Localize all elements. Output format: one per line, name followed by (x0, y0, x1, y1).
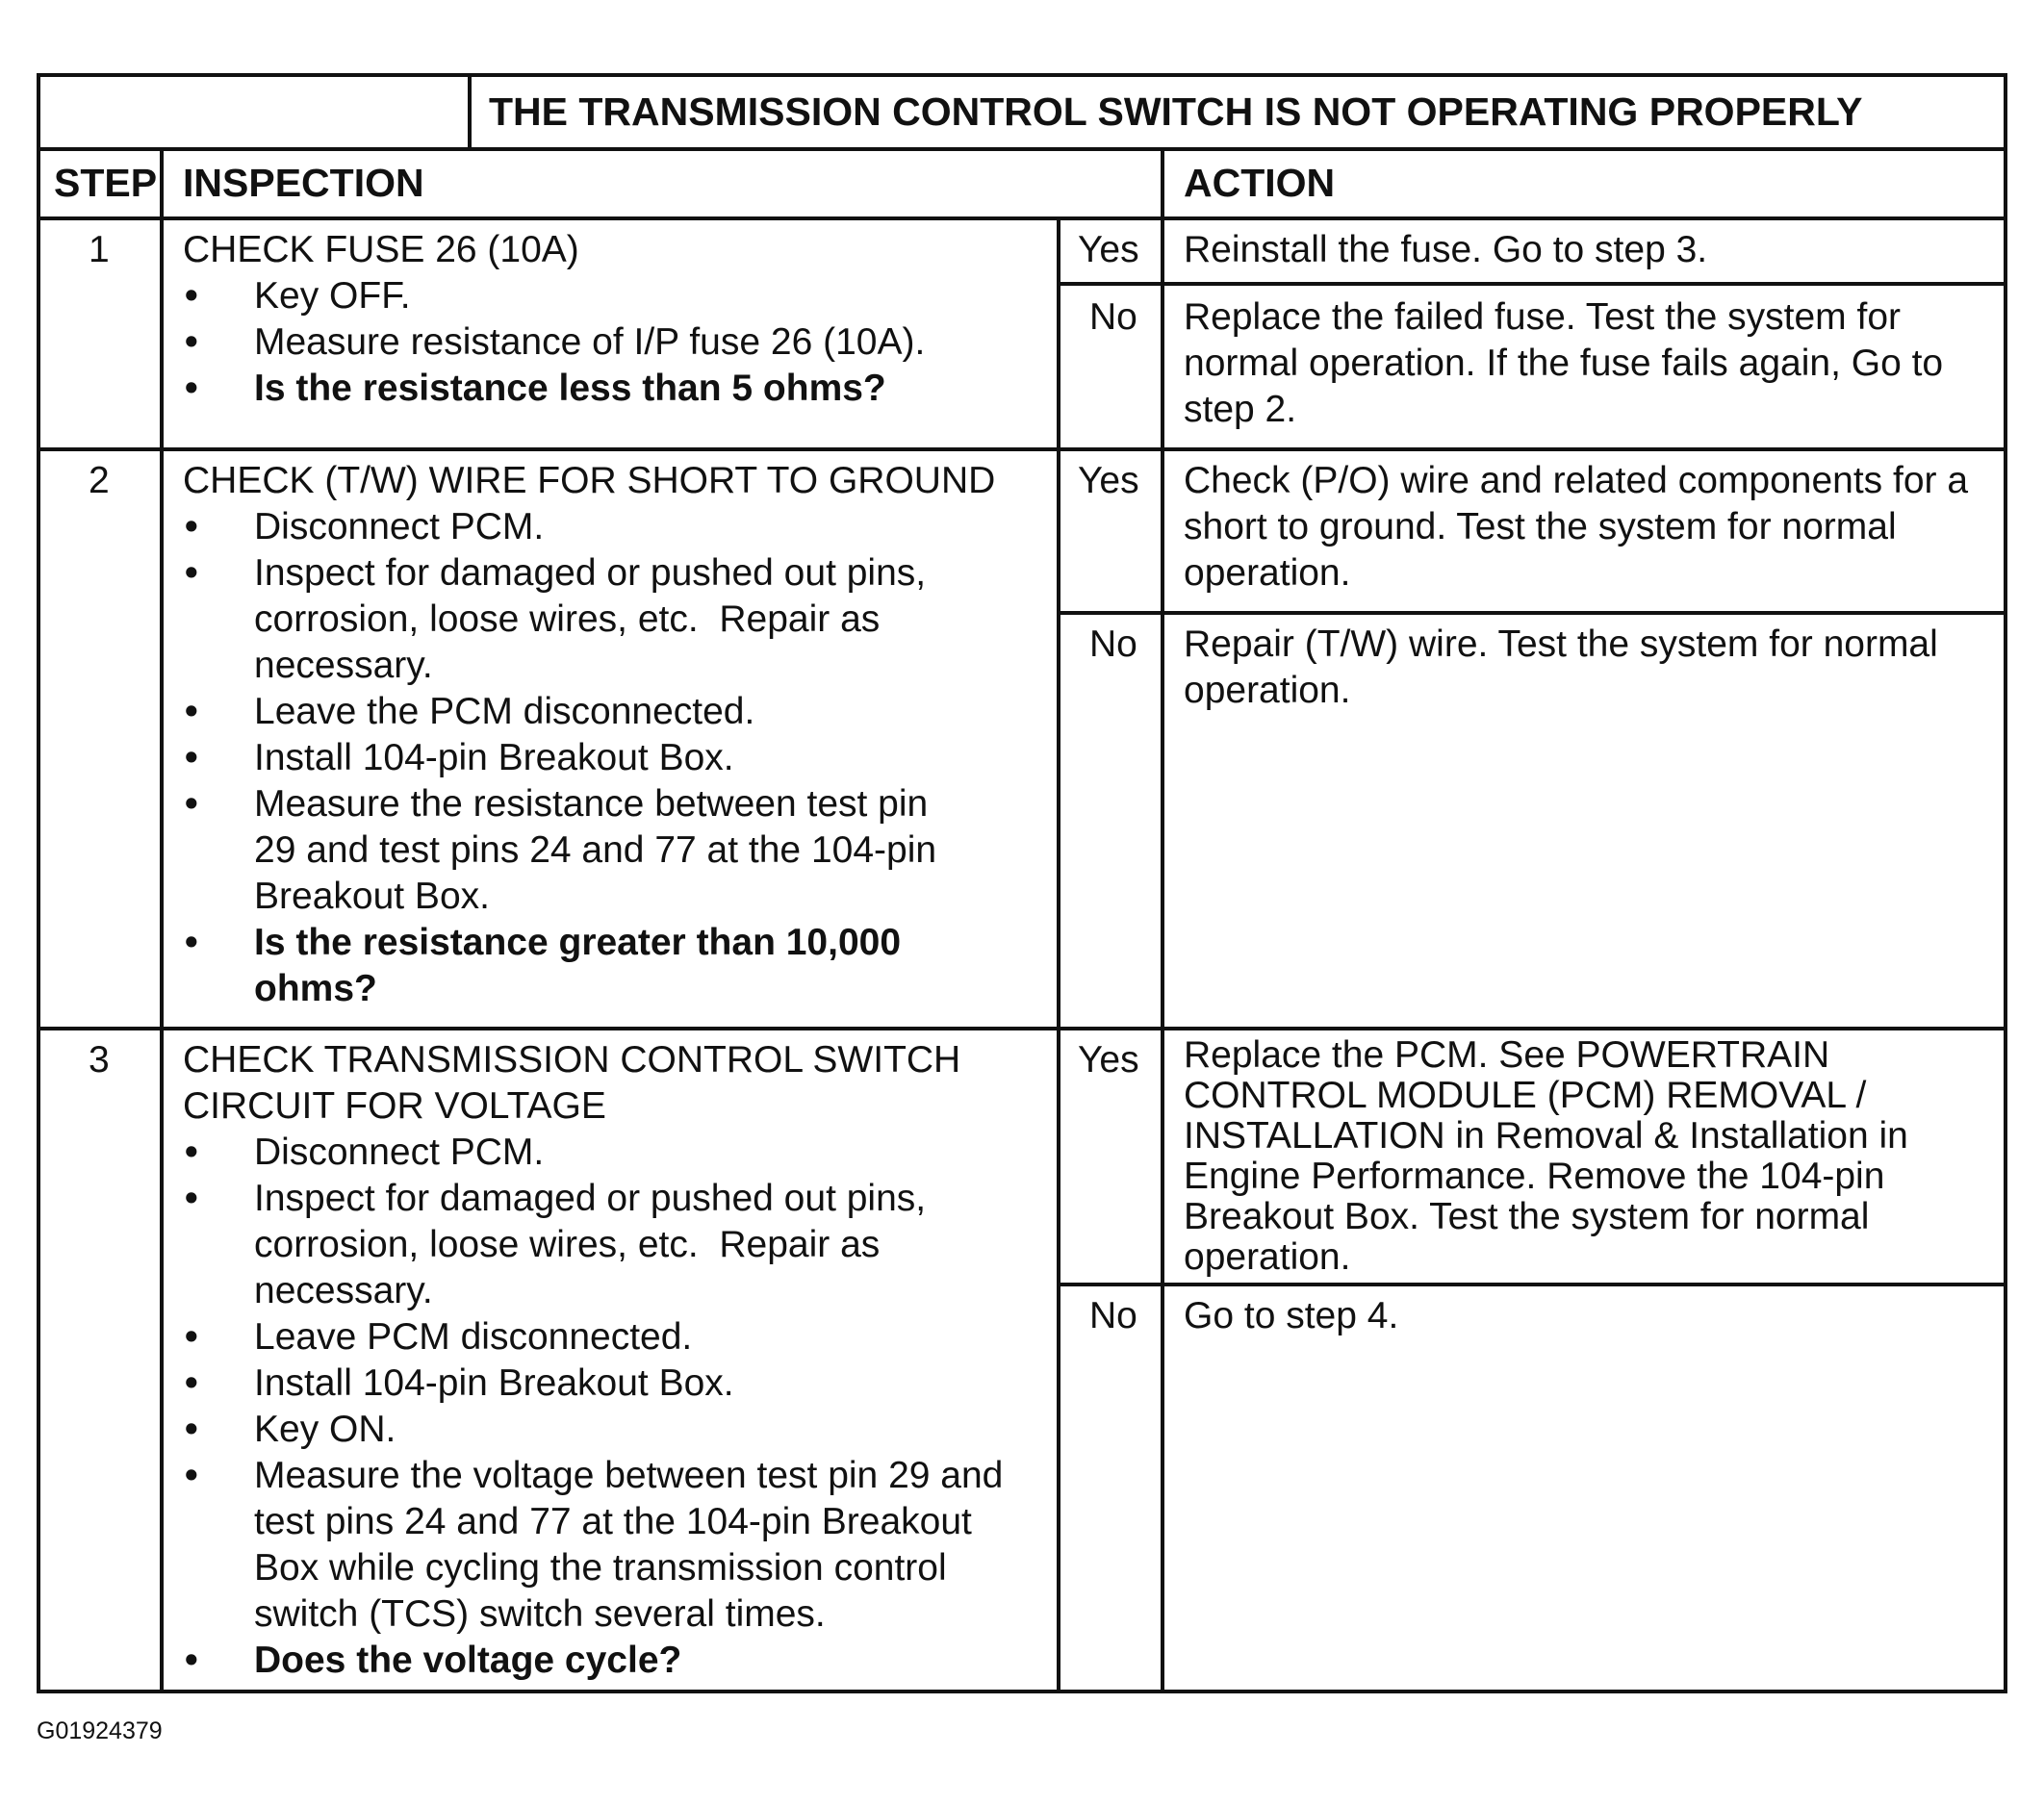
rule-step3-yes-no (1057, 1283, 2004, 1286)
bullet-item (183, 1176, 1003, 1314)
bullet-glyph: • (185, 506, 198, 547)
rule-action-column (1161, 147, 1164, 1690)
rule-below-step2 (40, 1027, 2004, 1030)
bullet-item (183, 319, 925, 366)
step-number: 3 (89, 1039, 110, 1081)
bullet-text: Disconnect PCM. (254, 1132, 545, 1173)
bullet-glyph: • (185, 922, 198, 963)
bullet-item (183, 1130, 1003, 1176)
table-title: THE TRANSMISSION CONTROL SWITCH IS NOT OPERATING PROPERLY (489, 89, 1863, 134)
bullet-item (183, 781, 936, 920)
yes-action: Replace the PCM. See POWERTRAIN CONTROL MODULE (PCM) REMOVAL / INSTALLATION in Removal & Installation in Engine Performance. Remove the 104-pin Breakout Box. Test the system for normal operation. (1184, 1034, 1908, 1278)
bullet-glyph: • (185, 1132, 198, 1173)
no-label: No (1089, 296, 1137, 338)
rule-below-header (40, 216, 2004, 220)
step-heading: CHECK (T/W) WIRE FOR SHORT TO GROUND (183, 460, 996, 501)
bullet-item (183, 504, 936, 550)
yes-label: Yes (1078, 1039, 1139, 1081)
step-number: 2 (89, 460, 110, 501)
rule-below-title (40, 147, 2004, 151)
no-action: Replace the failed fuse. Test the system for normal operation. If the fuse fails again, Go to step 2. (1184, 296, 1944, 430)
step-heading: CHECK TRANSMISSION CONTROL SWITCH CIRCUIT FOR VOLTAGE (183, 1039, 961, 1127)
rule-step1-yes-no (1057, 282, 2004, 286)
bullet-glyph: • (185, 737, 198, 778)
bullet-glyph: • (185, 552, 198, 594)
rule-step-column (160, 147, 164, 1690)
bullet-glyph: • (185, 783, 198, 825)
bullet-text: Measure the voltage between test pin 29 and test pins 24 and 77 at the 104-pin Breakout Box while cycling the transmission control switch (TCS) switch several times. (254, 1455, 1004, 1635)
step-number: 1 (89, 229, 110, 270)
no-label: No (1089, 623, 1137, 665)
bullet-question (183, 1638, 1003, 1684)
yes-action: Reinstall the fuse. Go to step 3. (1184, 229, 1708, 270)
bullet-text: Inspect for damaged or pushed out pins, corrosion, loose wires, etc. Repair as necessary. (254, 552, 927, 686)
header-step: STEP (54, 161, 158, 205)
yes-action: Check (P/O) wire and related components for a short to ground. Test the system for normal operation. (1184, 460, 1969, 594)
bullet-text: Measure the resistance between test pin 29 and test pins 24 and 77 at the 104-pin Breakout Box. (254, 783, 937, 917)
bullet-glyph: • (185, 368, 198, 409)
no-action: Go to step 4. (1184, 1295, 1399, 1336)
bullet-text: Measure resistance of I/P fuse 26 (10A). (254, 321, 926, 363)
no-label: No (1089, 1295, 1137, 1336)
bullet-glyph: • (185, 275, 198, 317)
inspection-list (183, 273, 925, 412)
bullet-text: Key OFF. (254, 275, 411, 317)
bullet-item (183, 1407, 1003, 1453)
bullet-item (183, 1314, 1003, 1361)
bullet-text: Inspect for damaged or pushed out pins, corrosion, loose wires, etc. Repair as necessary. (254, 1178, 927, 1311)
bullet-question (183, 366, 925, 412)
bullet-glyph: • (185, 1178, 198, 1219)
bullet-glyph: • (185, 1455, 198, 1496)
inspection-list (183, 504, 936, 1012)
inspection-list (183, 1130, 1003, 1684)
rule-title-left (468, 77, 472, 147)
bullet-text: Does the voltage cycle? (254, 1640, 682, 1681)
rule-step2-yes-no (1057, 611, 2004, 615)
figure-id: G01924379 (37, 1717, 163, 1744)
bullet-text: Is the resistance greater than 10,000 ohms? (254, 922, 902, 1009)
rule-yes-no-column (1057, 216, 1060, 1690)
header-inspection: INSPECTION (183, 161, 424, 205)
bullet-text: Leave the PCM disconnected. (254, 691, 755, 732)
diagnostic-table (37, 73, 2007, 1693)
bullet-item (183, 273, 925, 319)
bullet-text: Install 104-pin Breakout Box. (254, 737, 734, 778)
bullet-glyph: • (185, 321, 198, 363)
bullet-glyph: • (185, 691, 198, 732)
header-action: ACTION (1184, 161, 1336, 205)
bullet-question (183, 920, 936, 1012)
bullet-item (183, 735, 936, 781)
bullet-glyph: • (185, 1362, 198, 1404)
step-heading: CHECK FUSE 26 (10A) (183, 229, 579, 270)
bullet-text: Disconnect PCM. (254, 506, 545, 547)
no-action: Repair (T/W) wire. Test the system for normal operation. (1184, 623, 1938, 711)
bullet-text: Key ON. (254, 1409, 396, 1450)
bullet-item (183, 689, 936, 735)
bullet-glyph: • (185, 1640, 198, 1681)
bullet-item (183, 1361, 1003, 1407)
bullet-text: Is the resistance less than 5 ohms? (254, 368, 886, 409)
bullet-glyph: • (185, 1409, 198, 1450)
bullet-text: Install 104-pin Breakout Box. (254, 1362, 734, 1404)
bullet-item (183, 550, 936, 689)
rule-below-step1 (40, 447, 2004, 451)
bullet-glyph: • (185, 1316, 198, 1358)
bullet-item (183, 1453, 1003, 1638)
bullet-text: Leave PCM disconnected. (254, 1316, 693, 1358)
yes-label: Yes (1078, 460, 1139, 501)
yes-label: Yes (1078, 229, 1139, 270)
